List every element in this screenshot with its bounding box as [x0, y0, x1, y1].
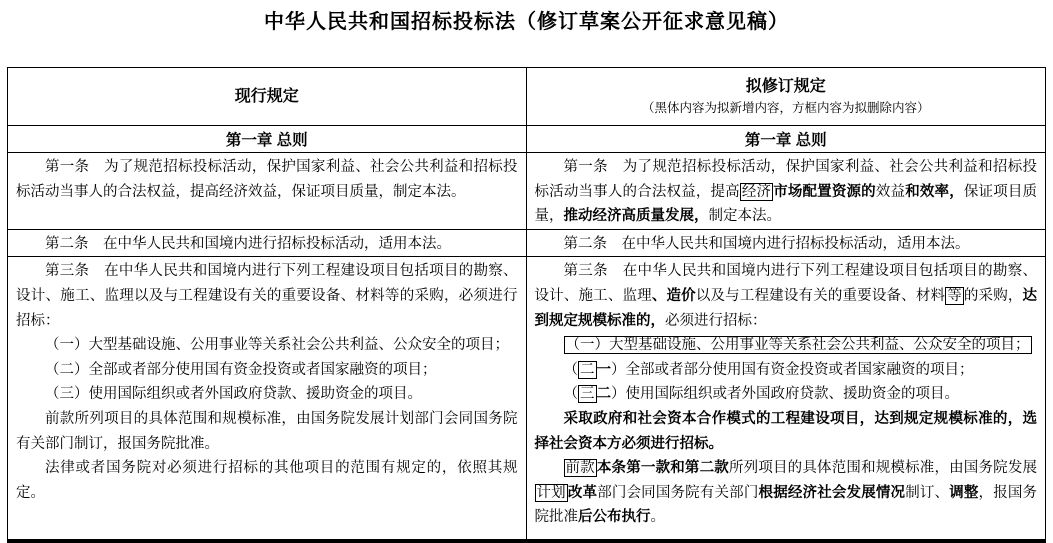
- added-text: 和效率，: [905, 183, 964, 200]
- text-segment: 效益: [875, 183, 906, 200]
- revised-regulation-heading: 拟修订规定: [745, 77, 826, 95]
- chapter-heading-current: 第一章 总则: [8, 126, 527, 152]
- header-cell-current: [8, 68, 527, 125]
- paragraph: [535, 407, 1038, 456]
- text-segment: （三）使用国际组织或者外国政府贷款、援助资金的项目。: [45, 386, 422, 403]
- text-segment: ，报国务院批准: [534, 484, 1038, 526]
- added-text: 采取政府和社会资本合作模式的工程建设项目，达到规定规模标准的，选择社会资本方必须进行招标。: [534, 410, 1037, 452]
- law-row-article-3: [8, 257, 1045, 539]
- paragraph: [535, 382, 1038, 407]
- text-segment: 所列项目的具体范围和规模标准，由国务院发展: [728, 460, 1038, 477]
- text-segment: （二）全部或者部分使用国有资金投资或者国家融资的项目；: [45, 361, 437, 378]
- text-segment: （: [563, 386, 578, 403]
- text-segment: 第三条 在中华人民共和国境内进行下列工程建设项目包括项目的勘察、设计、施工、监理: [534, 263, 1037, 304]
- paragraph: [535, 456, 1038, 530]
- text-segment: 制定本法。: [708, 208, 781, 225]
- text-segment: 第二条 在中华人民共和国境内进行招标投标活动，适用本法。: [563, 235, 970, 252]
- added-text: 调整: [949, 484, 979, 501]
- text-segment: 保证项目质量，: [534, 183, 1038, 225]
- added-text: 一: [596, 361, 611, 378]
- article-1-right-cell: [527, 153, 1046, 229]
- paragraph: [16, 155, 518, 204]
- chapter-heading-revised: 第一章 总则: [744, 132, 827, 149]
- current-regulation-heading: 现行规定: [234, 87, 299, 105]
- text-segment: 。: [650, 509, 665, 526]
- table-header-row: [8, 68, 1045, 126]
- revision-legend-note: （黑体内容为拟新增内容，方框内容为拟删除内容）: [641, 100, 930, 115]
- article-3-left-cell: [8, 257, 527, 539]
- text-segment: 必须进行招标：: [665, 312, 767, 329]
- added-text: 市场配置资源的: [773, 183, 876, 200]
- deleted-text: （一）大型基础设施、公用事业等关系社会公共利益、公众安全的项目；: [565, 337, 1030, 354]
- paragraph: [16, 407, 518, 456]
- added-text: 后公布执行: [578, 509, 651, 526]
- chapter-row: [8, 126, 1045, 153]
- deleted-text: 经济: [741, 183, 772, 200]
- comparison-table: [7, 67, 1046, 543]
- deleted-text: 三: [580, 386, 595, 403]
- text-segment: 第一条 为了规范招标投标活动，保护国家利益、社会公共利益和招标投标活动当事人的合法权益，提高: [534, 159, 1037, 200]
- text-segment: 部门会同国务院有关部门: [597, 484, 759, 501]
- article-1-left-cell: [8, 153, 527, 229]
- paragraph: [16, 259, 518, 333]
- paragraph: [16, 232, 518, 257]
- text-segment: ）使用国际组织或者外国政府贷款、援助资金的项目。: [611, 386, 959, 403]
- text-segment: （一）大型基础设施、公用事业等关系社会公共利益、公众安全的项目；: [45, 337, 509, 354]
- text-segment: （: [563, 361, 578, 378]
- text-segment: 的采购，: [963, 287, 1023, 304]
- article-rows-container: [8, 153, 1045, 539]
- law-row-article-2: [8, 230, 1045, 258]
- paragraph: [535, 155, 1038, 229]
- article-3-right-cell: [527, 257, 1046, 539]
- text-segment: 第三条 在中华人民共和国境内进行下列工程建设项目包括项目的勘察、设计、施工、监理以及与工程建设有关的重要设备、材料等的采购，必须进行招标：: [16, 263, 518, 329]
- text-segment: 第二条 在中华人民共和国境内进行招标投标活动，适用本法。: [45, 235, 451, 252]
- added-text: 达到规定规模标准的，: [534, 287, 1038, 329]
- added-text: 、造价: [651, 287, 696, 304]
- paragraph: [16, 382, 518, 407]
- added-text: 改革: [567, 484, 598, 501]
- text-segment: 前款所列项目的具体范围和规模标准，由国务院发展计划部门会同国务院有关部门制订，报国务院批准。: [16, 410, 518, 452]
- law-row-article-1: [8, 153, 1045, 230]
- added-text: 二: [596, 386, 611, 403]
- paragraph: [535, 232, 1038, 257]
- paragraph: [16, 456, 518, 505]
- document-title: 中华人民共和国招标投标法（修订草案公开征求意见稿）: [264, 11, 789, 33]
- text-segment: 以及与工程建设有关的重要设备、材料: [695, 287, 946, 304]
- text-segment: 制订、: [905, 484, 950, 501]
- deleted-text: 前款: [565, 460, 595, 477]
- text-segment: 法律或者国务院对必须进行招标的其他项目的范围有规定的，依照其规定。: [16, 460, 518, 501]
- added-text: 推动经济高质量发展，: [563, 208, 709, 225]
- text-segment: ）全部或者部分使用国有资金投资或者国家融资的项目；: [611, 361, 974, 378]
- article-2-right-cell: [527, 230, 1046, 257]
- paragraph: [16, 358, 518, 383]
- paragraph: [16, 333, 518, 358]
- paragraph: [535, 358, 1038, 383]
- text-segment: 第一条 为了规范招标投标活动，保护国家利益、社会公共利益和招标投标活动当事人的合法权益，提高经济效益，保证项目质量，制定本法。: [16, 159, 518, 200]
- deleted-text: 二: [580, 361, 595, 378]
- added-text: 本条第一款和第二款: [596, 460, 729, 477]
- deleted-text: 计划: [536, 484, 566, 501]
- deleted-text: 等: [947, 287, 962, 304]
- paragraph: [535, 333, 1038, 358]
- added-text: 根据经济社会发展情况: [758, 484, 906, 501]
- paragraph: [535, 259, 1038, 333]
- header-cell-revised: [527, 68, 1046, 125]
- article-2-left-cell: [8, 230, 527, 257]
